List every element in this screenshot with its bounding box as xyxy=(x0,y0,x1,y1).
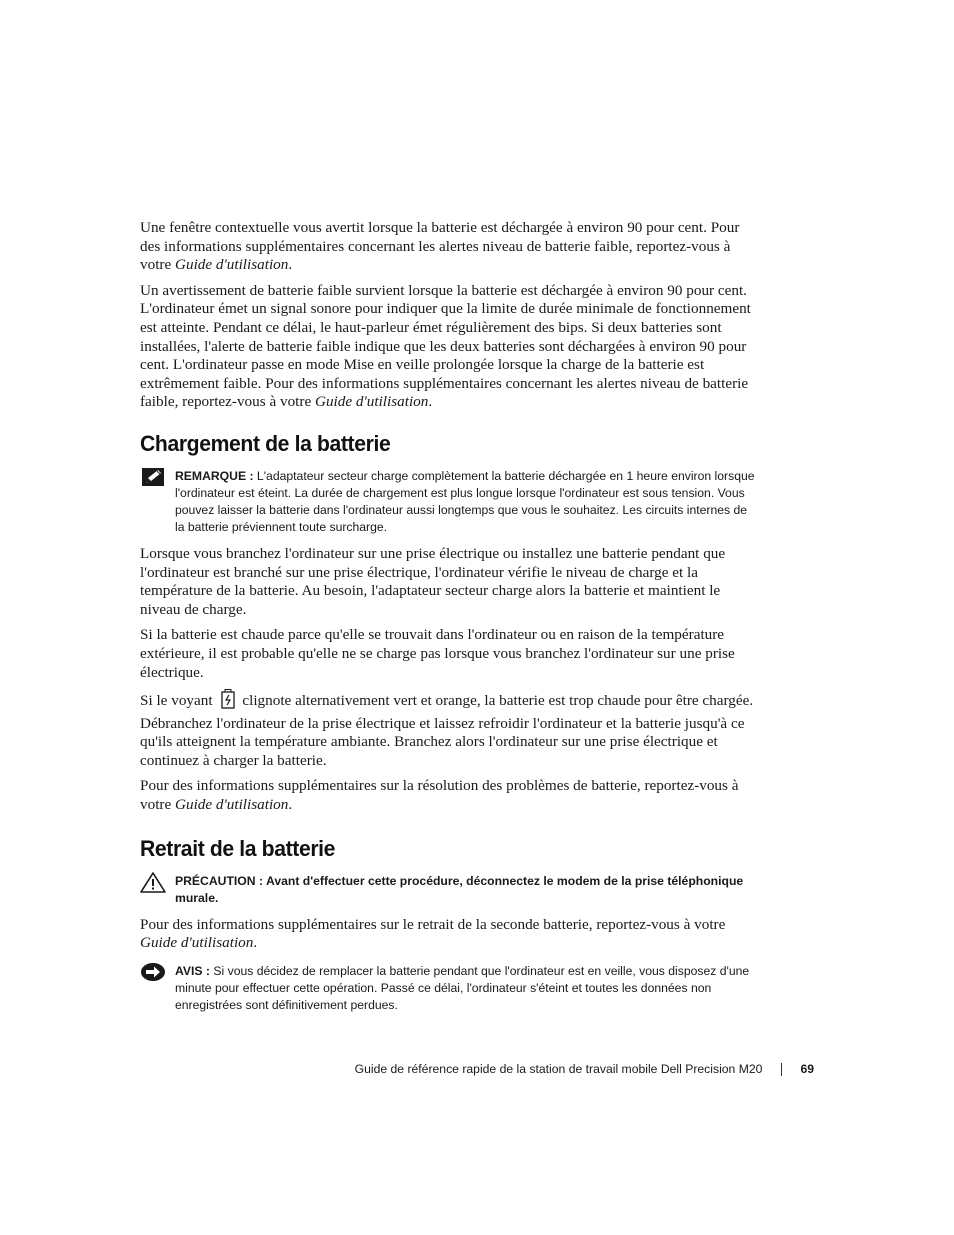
guide-reference: Guide d'utilisation xyxy=(175,796,289,814)
page-content xyxy=(140,219,758,1023)
guide-reference: Guide d'utilisation xyxy=(140,934,254,952)
paragraph-low-battery-warning xyxy=(140,282,758,412)
note-text: L'adaptateur secteur charge complètement la batterie déchargée en 1 heure environ lorsque l'ordinateur est éteint. La durée de chargement est plus longue lorsque l'ordinateur est sous tension. Vous pouvez laisser la batterie dans l'ordinateur aussi longtemps que vous le souhaitez. Les circuits internes de la batterie préviennent toute surcharge. xyxy=(175,468,755,534)
caution-text: Avant d'effectuer cette procédure, déconnectez le modem de la prise téléphonique murale. xyxy=(175,873,744,905)
paragraph-end: . xyxy=(428,393,433,411)
battery-status-icon xyxy=(221,689,235,715)
pencil-note-icon xyxy=(142,468,164,491)
page-number: 69 xyxy=(800,1062,814,1076)
paragraph-charging-check: Lorsque vous branchez l'ordinateur sur une prise électrique ou installez une batterie pendant que l'ordinateur est branché sur une prise électrique, l'ordinateur vérifie le niveau de charge et la température de la batterie. Au besoin, l'adaptateur secteur charge alors la batterie et maintient le niveau de charge. xyxy=(140,544,726,618)
paragraph-text: Si le voyant xyxy=(140,692,213,710)
paragraph-text: Pour des informations supplémentaires sur la résolution des problèmes de batterie, reportez-vous à votre xyxy=(140,777,739,814)
paragraph-popup-alert xyxy=(140,219,758,275)
guide-reference: Guide d'utilisation xyxy=(175,256,289,274)
section-heading-charging: Chargement de la batterie xyxy=(140,430,391,456)
paragraph-text: Une fenêtre contextuelle vous avertit lorsque la batterie est déchargée à environ 90 pour cent. Pour des informations supplémentaires concernant les alertes niveau de batterie faible, reportez-vous à votre xyxy=(140,219,740,274)
notice-arrow-icon xyxy=(140,962,166,987)
paragraph-end: . xyxy=(253,934,258,952)
notice-label: AVIS : xyxy=(175,963,210,978)
guide-reference: Guide d'utilisation xyxy=(315,393,429,411)
note-label: REMARQUE : xyxy=(175,468,254,483)
section-heading-removal: Retrait de la batterie xyxy=(140,835,336,861)
notice-box xyxy=(140,963,758,1014)
paragraph-text: Un avertissement de batterie faible survient lorsque la batterie est déchargée à environ 90 pour cent. L'ordinateur émet un signal sonore pour indiquer que la limite de durée minimale de fonctionnement est atteinte. Pendant ce délai, le haut-parleur émet régulièrement des bips. Si deux batteries sont installées, l'alerte de batterie faible indique que les deux batteries sont déchargées à environ 90 pour cent. L'ordinateur passe en mode Mise en veille prolongée lorsque la charge de la batterie est extrêmement faible. Pour des informations supplémentaires concernant les alertes niveau de batterie faible, reportez-vous à votre xyxy=(140,281,751,411)
paragraph-end: . xyxy=(288,796,293,814)
notice-text: Si vous décidez de remplacer la batterie pendant que l'ordinateur est en veille, vous disposez d'une minute pour effectuer cette opération. Passé ce délai, l'ordinateur s'éteint et toutes les données non enregistrées sont définitivement perdues. xyxy=(175,963,750,1012)
paragraph-second-battery xyxy=(140,916,758,953)
paragraph-troubleshooting xyxy=(140,777,758,814)
note-box xyxy=(140,468,758,536)
caution-label: PRÉCAUTION : xyxy=(175,873,264,888)
page-footer xyxy=(355,1062,814,1076)
paragraph-status-light xyxy=(140,689,758,770)
caution-box xyxy=(140,873,758,907)
paragraph-text: clignote alternativement vert et orange, la batterie est trop chaude pour être chargée. Débranchez l'ordinateur de la prise électrique et laissez refroidir l'ordinateur et la batterie jusqu'à ce qu'ils atteignent la température ambiante. Branchez alors l'ordinateur sur une prise électrique et continuez à charger la batterie. xyxy=(140,692,754,769)
footer-separator xyxy=(781,1063,782,1076)
warning-triangle-icon xyxy=(140,872,166,898)
paragraph-hot-battery: Si la batterie est chaude parce qu'elle se trouvait dans l'ordinateur ou en raison de la température extérieure, il est probable qu'elle ne se charge pas lorsque vous branchez l'ordinateur sur une prise électrique. xyxy=(140,626,735,681)
paragraph-end: . xyxy=(288,256,293,274)
footer-title: Guide de référence rapide de la station de travail mobile Dell Precision M20 xyxy=(354,1062,763,1076)
paragraph-text: Pour des informations supplémentaires sur le retrait de la seconde batterie, reportez-vous à votre xyxy=(140,915,726,933)
